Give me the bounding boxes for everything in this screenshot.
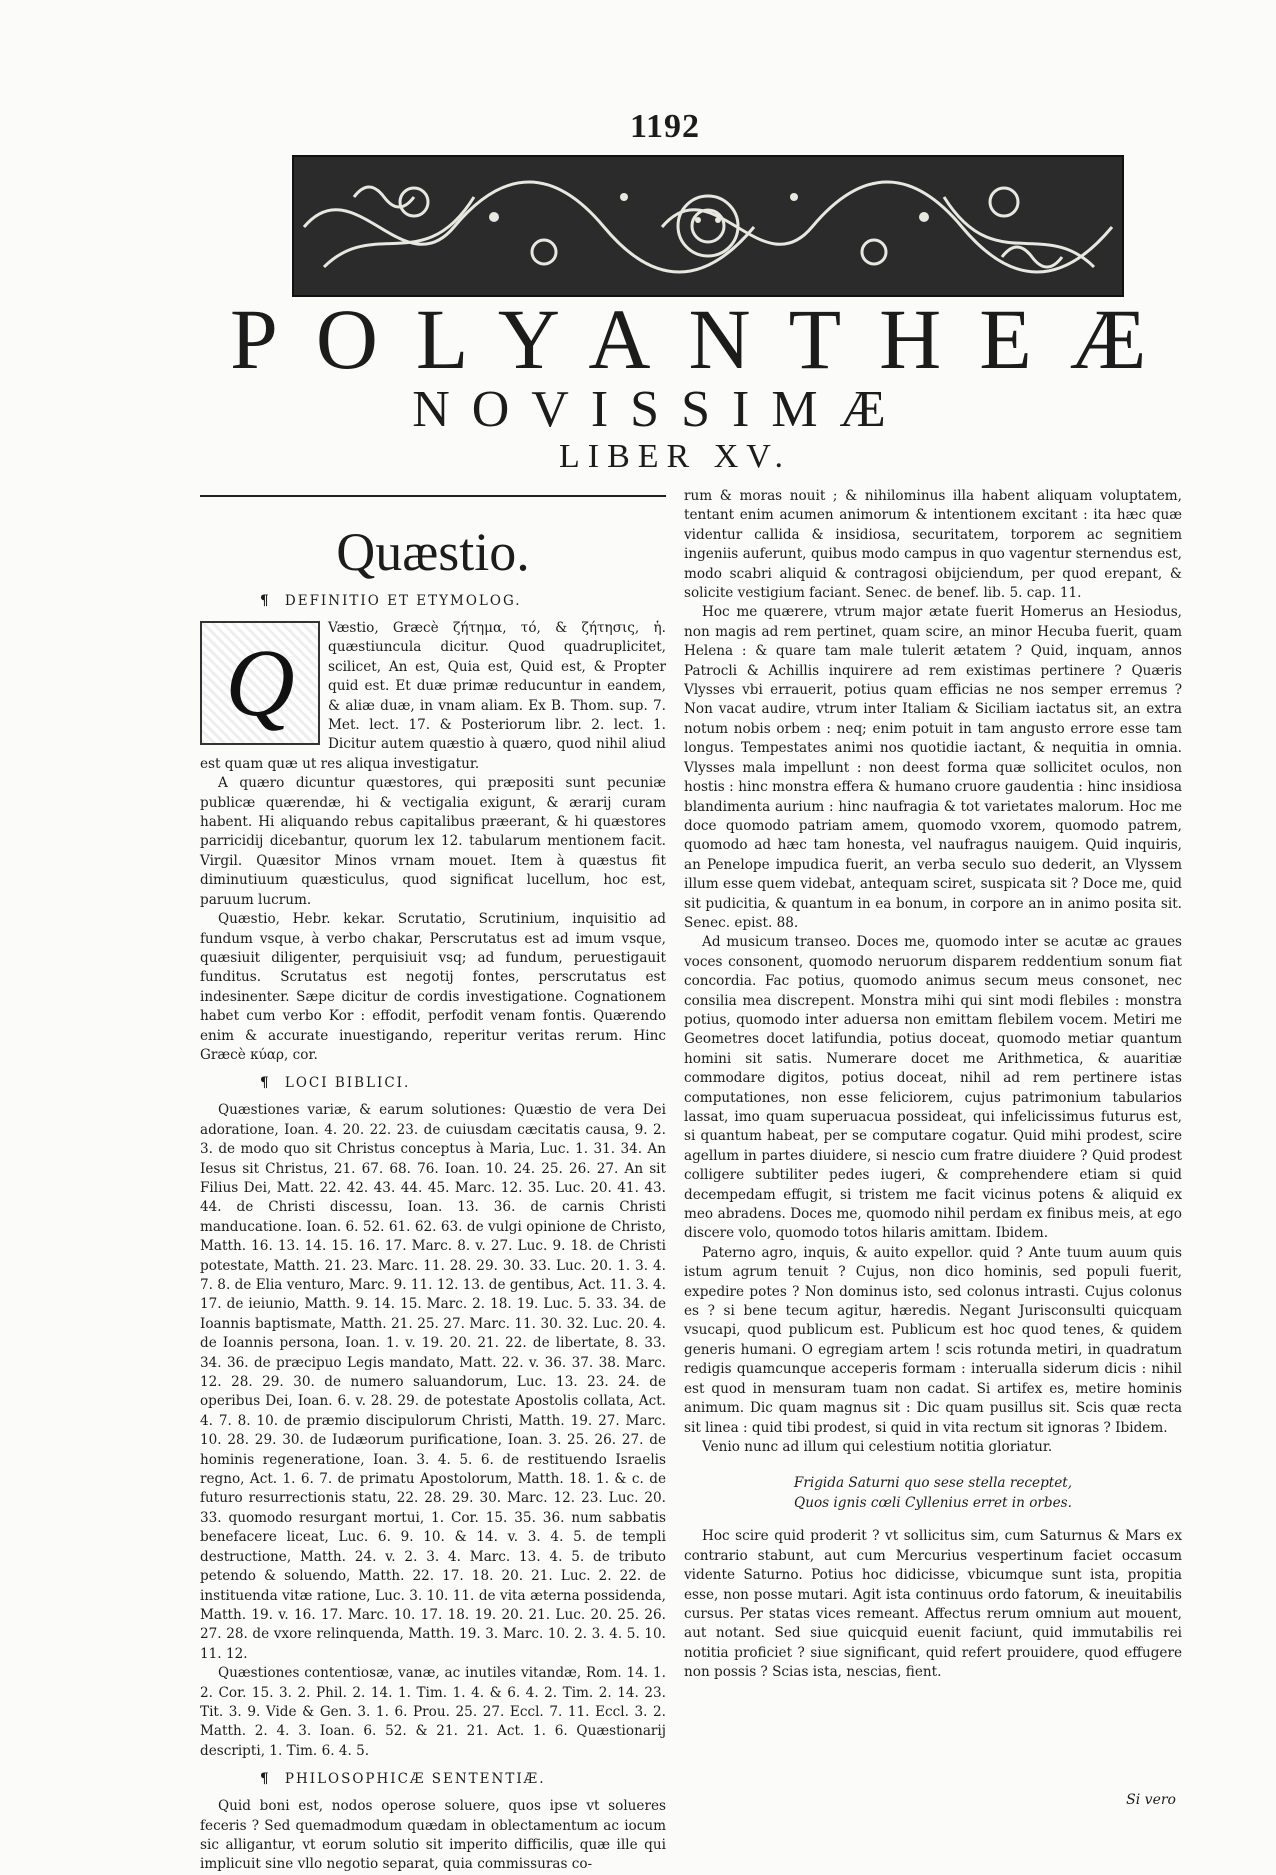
section-heading-philosophicae [260,1771,666,1787]
work-subtitle: NOVISSIMÆ [412,381,908,438]
paragraph: Quæstiones variæ, & earum solutiones: Quæstio de vera Dei adoratione, Ioan. 4. 20. 22. 23. de cuiusdam cæcitatis causa, 9. 2. 3. de modo quo sit Christus conceptus à Maria, Luc. 1. 31. 34. An Iesus sit Christus, 21. 67. 68. 76. Ioan. 10. 24. 25. 26. 27. An sit Filius Dei, Matt. 22. 42. 43. 44. 45. Marc. 12. 35. Luc. 20. 41. 43. 44. de Christi discessu, Ioan. 13. 36. de carnis Christi manducatione. Ioan. 6. 52. 61. 62. 63. de vulgi opinione de Christo, Matth. 16. 13. 14. 15. 16. 17. Marc. 8. v. 27. Luc. 9. 18. de Christi potestate, Matth. 21. 23. Marc. 11. 28. 29. 30. 33. Luc. 20. 1. 3. 4. 7. 8. de Elia venturo, Marc. 9. 11. 12. 13. de gentibus, Act. 11. 3. 4. 17. de ieiunio, Matth. 9. 14. 15. Marc. 2. 18. 19. Luc. 5. 33. 34. de Ioannis baptismate, Matth. 21. 25. 27. Marc. 11. 30. 32. Luc. 20. 4. de Ioannis persona, Ioan. 1. v. 19. 20. 21. 22. de libertate, 8. 33. 34. 36. de præcipuo Legis mandato, Matt. 22. v. 36. 37. 38. Marc. 12. 28. 29. 30. de numero saluandorum, Luc. 13. 23. 24. de operibus Dei, Ioan. 6. v. 28. 29. de potestate Apostolis collata, Act. 4. 7. 8. 10. de præmio discipulorum Christi, Matth. 19. 27. Marc. 10. 28. 29. 30. de Iudæorum purificatione, Ioan. 3. 25. 26. 27. de hominis regeneratione, Ioan. 3. 4. 5. 6. de restituendo Israelis regno, Act. 1. 6. 7. de primatu Apostolorum, Matth. 18. 1. & c. de futuro resurrectionis statu, 22. 28. 29. 30. Marc. 12. 23. Luc. 20. 33. quomodo resurgant mortui, 1. Cor. 15. 35. 36. num sabbatis benefacere liceat, Luc. 6. 9. 10. & 14. v. 3. 4. 5. de templi destructione, Matth. 24. v. 2. 3. 4. Marc. 13. 4. 5. de tributo petendo & soluendo, Matth. 22. 17. 18. 20. 21. Luc. 2. 22. de instituenda vitæ ratione, Luc. 3. 10. 11. de vita æterna possidenda, Matth. 19. v. 16. 17. Marc. 10. 17. 18. 19. 20. 21. Luc. 20. 25. 26. 27. 28. de vxore relinquenda, Matth. 19. 3. Marc. 10. 2. 3. 4. 5. 10. 11. 12. [200,1102,666,1662]
column-rule [200,495,666,497]
section-heading-label: LOCI BIBLICI. [284,1075,411,1092]
entry-heading: Quæstio. [336,522,530,582]
paragraph: A quæro dicuntur quæstores, qui præpositi sunt pecuniæ publicæ quærendæ, hi & vectigalia exigunt, & ærarij curam habent. Hi aliquando rebus capitalibus præerant, & hi quæstores parricidij dicebantur, quorum lex 12. tabularum mentionem facit. Virgil. Quæsitor Minos vrnam mouet. Item à quæstus fit diminutiuum quæsticulus, quod significat lucellum, hoc est, paruum lucrum. [200,775,666,908]
paragraph: Quid boni est, nodos operose soluere, quos ipse vt solueres feceris ? Sed quemadmodum quædam in oblectamentum ac iocum sic alligantur, vt eorum solutio sit imperito difficilis, quæ ille qui implicuit sine vllo negotio separat, quia commissuras co- [200,1798,666,1873]
foliage-ornament-icon [294,157,1122,295]
verse-line: Quos ignis cœli Cyllenius erret in orbes. [794,1495,1072,1512]
catchword: Si vero [1126,1792,1176,1808]
drop-cap-letter: Q [225,629,295,736]
pilcrow-icon: ¶ [260,593,271,609]
verse-quotation [684,1473,1182,1513]
pilcrow-icon: ¶ [260,1075,271,1092]
paragraph: Ad musicum transeo. Doces me, quomodo inter se acutæ ac graues voces consonent, quomodo neruorum disparem reddentium sonum fiat concordia. Fac potius, quomodo animus secum meus consonet, nec consilia mea discrepent. Monstra mihi qui sint modi flebiles : monstra potius, quomodo inter aduersa non emittam flebilem vocem. Metiri me Geometres docet latifundia, potius doceat, quomodo metiar quantum homini sit satis. Numerare docet me Arithmetica, & auaritiæ commodare digitos, potius doceat, nihil ad rem pertinere istas computationes, non esse feliciorem, cujus patrimonium tabularios lassat, imo quam superuacua possideat, qui infelicissimus futurus est, si quantum habeat, per se computare cogatur. Quid mihi prodest, scire agellum in partes diuidere, si nescio cum fratre diuidere ? Quid prodest colligere subtiliter pedes iugeri, & comprehendere etiam si quid decempedam effugit, si tristem me facit vicinus potens & aliquid ex meo abradens. Doces me, quomodo nihil perdam ex finibus meis, at ego discere volo, quomodo totos hilaris amittam. Ibidem. [684,934,1182,1242]
book-number: LIBER XV. [559,438,791,475]
decorative-headpiece [292,155,1124,297]
paragraph: Paterno agro, inquis, & auito expellor. quid ? Ante tuum auum quis istum agrum tenuit ? Cujus, non dico hominis, sed populi fuerit, expedire potes ? Non dominus isto, sed colonus intrasti. Cujus colonus es ? si bene tecum agitur, hæredis. Negant Jurisconsulti quicquam vsucapi, quod publicum est. Publicum est hoc quod tenes, & quidem generis humani. O egregiam artem ! scis rotunda metiri, in quadratum redigis quamcunque acceperis formam : interualla siderum dicis : nihil est quod in mensuram tuam non cadat. Si artifex es, metire hominis animum. Dic quam magnus sit : Dic quam pusillus sit. Scis quæ recta sit linea : quid tibi prodest, si quid in vita rectum sit ignoras ? Ibidem. [684,1244,1182,1436]
page-number: 1192 [629,108,701,145]
paragraph: rum & moras nouit ; & nihilominus illa habent aliquam voluptatem, tentant enim acumen animorum & intentionem excitant : ita hæc quæ videntur callida & insidiosa, securitatem, torporem ac segnitiem ingeniis auferunt, quibus modo campus in quo vagentur sternendus est, modo scabri aliquid & contragosi obijciendum, per quod erepant, & solicite vestigium faciant. Senec. de benef. lib. 5. cap. 11. [684,488,1182,602]
left-column [200,487,666,1873]
paragraph: Væstio, Græcè ζήτημα, τό, & ζήτησις, ἡ. quæstiuncula dicitur. Quod quadruplicitet, scilicet, An est, Quia est, Quid est, & Propter quid est. Et duæ primæ reducuntur in eandem, & aliæ duæ, in vnam aliam. Ex B. Thom. sup. 7. Met. lect. 17. & Posteriorum libr. 2. lect. 1. Dicitur autem quæstio à quæro, quod nihil aliud est quam quæ ut res aliqua investigatur. [200,620,666,772]
paragraph: Hoc me quærere, vtrum major ætate fuerit Homerus an Hesiodus, non magis ad rem pertinet, quam scire, an minor Hecuba fuerit, quam Helena : & quare tam male tulerit ætatem ? Quid, inquam, annos Patrocli & Achillis inquirere ad rem existimas pertinere ? Quæris Vlysses vbi errauerit, potius quam efficias ne nos semper erremus ? Non vacat audire, vtrum inter Italiam & Siciliam iactatus sit, an extra notum nobis orbem : neq; enim potuit in tam angusto errore esse tam longus. Tempestates animi nos quotidie iactant, & nequitia in omnia. Vlysses mala impellunt : non deest forma quæ sollicitet oculos, non hostis : hinc monstra effera & humano cruore gaudentia : hinc insidiosa blandimenta aurium : hinc naufragia & tot varietates malorum. Hoc me doce quomodo patriam amem, quomodo vxorem, quomodo patrem, quomodo ad hæc tam honesta, vel naufragus nauigem. Quid inquiris, an Penelope impudica fuerit, an verba seculo suo dederit, an Vlyssem illum esse quem videbat, antequam sciret, suspicata sit ? Doce me, quid sit pudicitia, & quantum in ea bonum, in corpore an in animo posita sit. Senec. epist. 88. [684,604,1182,931]
paragraph: Quæstio, Hebr. kekar. Scrutatio, Scrutinium, inquisitio ad fundum vsque, à verbo chakar, Perscrutatus est ad imum vsque, quæsiuit diligenter, perquisiuit vsq; ad fundum, peruestigauit funditus. Scrutatus est negotij fontes, perscrutatus est indesinenter. Sæpe dicitur de cordis investigatione. Cognationem habet cum verbo Kor : effodit, perfodit venam fontis. Quærendo enim & accurate inuestigando, reperitur veritas rerum. Hinc Græcè κύαρ, cor. [200,911,666,1063]
section-heading-loci-biblici [260,1075,666,1091]
right-column [684,487,1182,1817]
paragraph: Hoc scire quid proderit ? vt sollicitus sim, cum Saturnus & Mars ex contrario stabunt, aut cum Mercurius vespertinum faciet occasum vidente Saturno. Potius hoc didicisse, vbicumque sunt ista, propitia esse, non posse mutari. Agit ista continuus ordo fatorum, & ineuitabilis cursus. Per statas vices remeant. Affectus rerum omnium aut mouent, aut notant. Sed siue quicquid euenit faciunt, quid immutabilis rei notitia proficiet ? siue significant, quid refert prouidere, quod effugere non possis ? Scias ista, nescias, fient. [684,1528,1182,1681]
historiated-initial [200,621,320,745]
section-heading-label: PHILOSOPHICÆ SENTENTIÆ. [284,1771,546,1788]
paragraph: Venio nunc ad illum qui celestium notitia gloriatur. [702,1438,1053,1455]
verse-line: Frigida Saturni quo sese stella receptet, [793,1475,1073,1492]
section-heading-definitio [260,593,666,609]
work-title: POLYANTHEÆ [230,291,1185,387]
section-heading-label: DEFINITIO ET ETYMOLOG. [284,593,522,609]
paragraph: Quæstiones contentiosæ, vanæ, ac inutiles vitandæ, Rom. 14. 1. 2. Cor. 15. 3. 2. Phil. 2. 14. 1. Tim. 1. 4. & 6. 4. 2. Tim. 2. 14. 23. Tit. 3. 9. Vide & Gen. 3. 1. 6. Prou. 25. 27. Eccl. 7. 11. Eccl. 3. 2. Matth. 2. 4. 3. Ioan. 6. 52. & 21. 21. Act. 1. 6. Quæstionarij descripti, 1. Tim. 6. 4. 5. [200,1665,666,1759]
pilcrow-icon: ¶ [260,1771,271,1788]
